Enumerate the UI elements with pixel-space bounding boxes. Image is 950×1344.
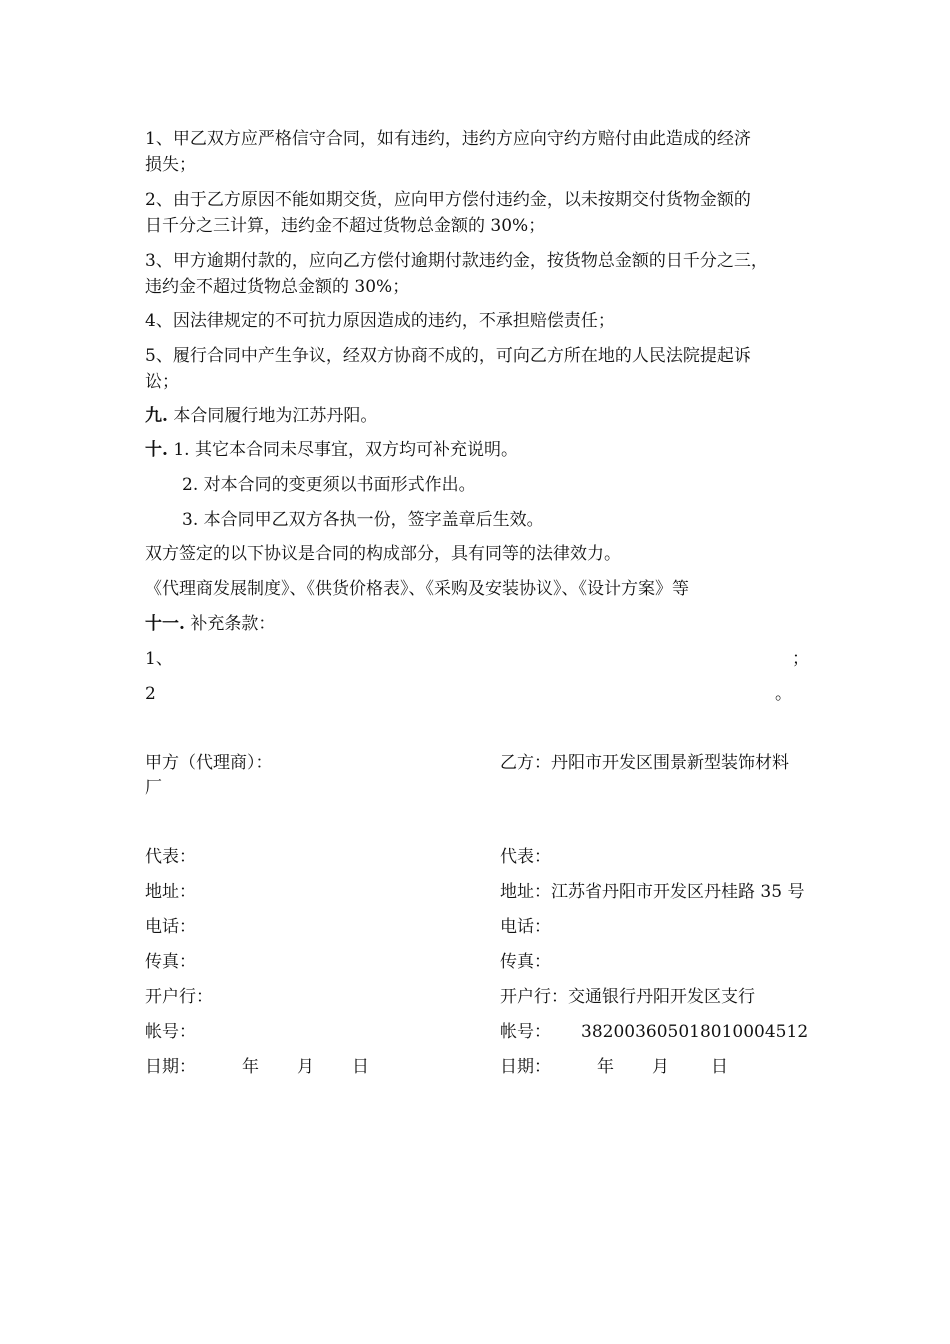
supplement-item-1-number: 1、	[145, 649, 173, 669]
party-b-bank-value: 交通银行丹阳开发区支行	[568, 987, 755, 1007]
party-a-date	[145, 1055, 369, 1079]
party-b-tel-label: 电话：	[500, 917, 551, 937]
party-b-addr-value: 江苏省丹阳市开发区丹桂路 35 号	[551, 882, 805, 902]
clause-3-line-2: 违约金不超过货物总金额的 30%；	[145, 277, 410, 297]
party-b-date-day: 日	[711, 1057, 728, 1077]
supplement-item-2-end: 。	[775, 684, 792, 704]
clause-3-line-1: 3、甲方逾期付款的，应向乙方偿付逾期付款违约金，按货物总金额的日千分之三，	[145, 251, 768, 271]
clause-2-line-1: 2、由于乙方原因不能如期交货，应向甲方偿付违约金，以未按期交付货物金额的	[145, 190, 751, 210]
supplement-item-2-number: 2	[145, 684, 156, 704]
section-11-title: 补充条款：	[190, 614, 276, 634]
party-a-date-label: 日期：	[145, 1057, 196, 1077]
party-b-bank-label: 开户行：	[500, 987, 568, 1007]
party-a-addr-label: 地址：	[145, 882, 196, 902]
party-b-address	[500, 880, 804, 904]
clause-1-line-2: 损失；	[145, 155, 196, 175]
section-11-number: 十一.	[145, 614, 185, 634]
clause-4: 4、因法律规定的不可抗力原因造成的违约，不承担赔偿责任；	[145, 311, 615, 331]
section-11-heading	[145, 612, 275, 636]
party-a-tel-label: 电话：	[145, 917, 196, 937]
section-10-item-3: 3. 本合同甲乙双方各执一份，签字盖章后生效。	[182, 510, 544, 530]
party-b-date-month: 月	[652, 1057, 669, 1077]
party-b-rep-label: 代表：	[500, 847, 551, 867]
clause-2-line-2: 日千分之三计算，违约金不超过货物总金额的 30%；	[145, 216, 546, 236]
party-a-fax-label: 传真：	[145, 952, 196, 972]
section-9	[145, 404, 377, 428]
party-a-date-month: 月	[297, 1057, 314, 1077]
party-b-fax-label: 传真：	[500, 952, 551, 972]
party-b-date	[500, 1055, 728, 1079]
party-a-date-day: 日	[352, 1057, 369, 1077]
party-a-bank-label: 开户行：	[145, 987, 213, 1007]
party-b-acct-label: 帐号：	[500, 1022, 551, 1042]
supplement-item-1-end: ；	[792, 649, 809, 669]
party-b-date-label: 日期：	[500, 1057, 551, 1077]
clause-5-line-2: 讼；	[145, 372, 179, 392]
party-b-addr-label: 地址：	[500, 882, 551, 902]
party-b-bank	[500, 985, 755, 1009]
party-b-account	[500, 1020, 808, 1044]
party-a-rep-label: 代表：	[145, 847, 196, 867]
section-10-item-2: 2. 对本合同的变更须以书面形式作出。	[182, 475, 476, 495]
party-a-date-year: 年	[242, 1057, 259, 1077]
agreements-intro: 双方签定的以下协议是合同的构成部分，具有同等的法律效力。	[145, 544, 621, 564]
party-a-title: 甲方（代理商）：	[145, 753, 273, 773]
party-a-acct-label: 帐号：	[145, 1022, 196, 1042]
section-10-number: 十.	[145, 440, 168, 460]
party-b-title-line-1: 乙方：丹阳市开发区围景新型装饰材料	[500, 753, 789, 773]
party-b-title-line-2: 厂	[145, 778, 162, 798]
section-9-text: 本合同履行地为江苏丹阳。	[173, 406, 378, 426]
party-b-date-year: 年	[597, 1057, 614, 1077]
section-10-item-1	[145, 438, 518, 462]
clause-5-line-1: 5、履行合同中产生争议，经双方协商不成的，可向乙方所在地的人民法院提起诉	[145, 346, 751, 366]
section-10-item-1-text: 1. 其它本合同未尽事宜，双方均可补充说明。	[173, 440, 518, 460]
clause-1-line-1: 1、甲乙双方应严格信守合同，如有违约，违约方应向守约方赔付由此造成的经济	[145, 129, 751, 149]
agreements-list: 《代理商发展制度》、《供货价格表》、《采购及安装协议》、《设计方案》等	[145, 579, 689, 599]
section-9-number: 九.	[145, 406, 168, 426]
party-b-acct-value: 382003605018010004512	[581, 1022, 809, 1042]
